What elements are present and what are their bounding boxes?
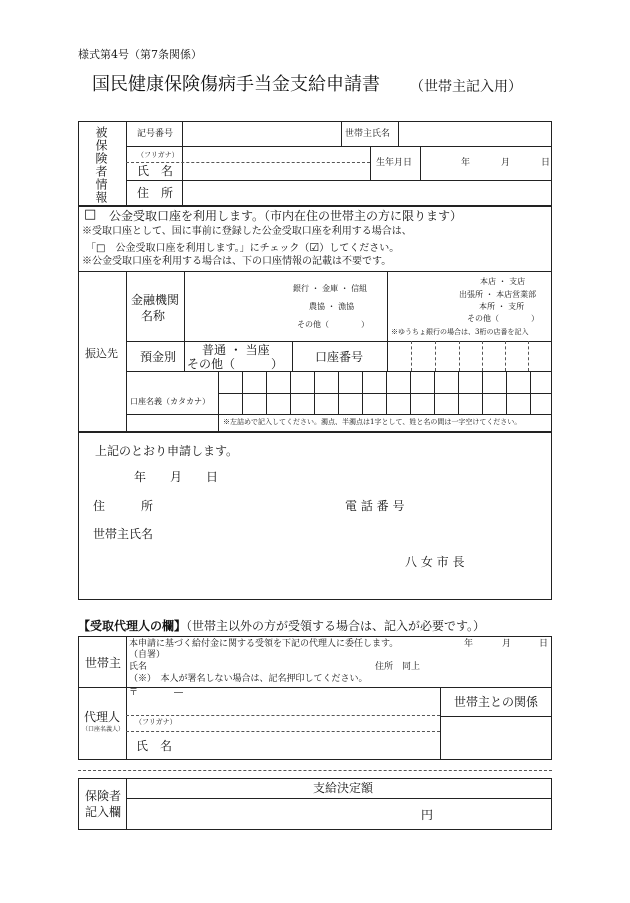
postal-mark: 〒 ―	[129, 688, 184, 698]
account-holder-note: ※左詰めで記入してください。濁点、半濁点は1字として、姓と名の間は一字空けてください。	[223, 418, 522, 426]
address-same-note: 住所 同上	[375, 662, 421, 672]
delegation-month-unit: 月	[502, 639, 512, 649]
birth-year-unit: 年	[461, 158, 471, 168]
proxy-name-field[interactable]	[185, 733, 438, 758]
signature-note: （自署）	[129, 650, 166, 660]
seal-note: （※） 本人が署名しない場合は、記名押印してください。	[129, 674, 368, 684]
branch-types-3: 本所 ・ 支所	[479, 302, 525, 311]
head-sign-name-label: 氏名	[129, 662, 148, 672]
institution-types-3: その他（ ）	[297, 320, 369, 329]
relation-field[interactable]	[442, 718, 550, 758]
head-name-field[interactable]	[400, 122, 550, 145]
insured-side-label: 被保険者情報	[94, 126, 108, 204]
institution-types-1: 銀行 ・ 金庫 ・ 信組	[293, 284, 368, 293]
applicant-phone-field[interactable]	[415, 496, 545, 516]
applicant-address-field[interactable]	[160, 496, 330, 516]
proxy-name-label: 氏 名	[136, 739, 173, 753]
addressee: 八 女 市 長	[405, 555, 465, 569]
birth-date-field[interactable]	[422, 147, 550, 179]
proxy-label: 代理人	[84, 710, 121, 724]
insured-address-label: 住 所	[137, 186, 174, 200]
application-month-unit: 月	[170, 470, 183, 484]
birth-month-unit: 月	[501, 158, 511, 168]
birth-label: 生年月日	[376, 158, 413, 168]
bank-side-label: 振込先	[85, 347, 118, 360]
deposit-type-label: 預金別	[140, 350, 177, 364]
form-title: 国民健康保険傷病手当金支給申請書	[92, 74, 380, 95]
public-account-checkbox[interactable]: □	[84, 207, 97, 222]
institution-name-field[interactable]	[186, 273, 286, 339]
delegation-year-unit: 年	[464, 639, 474, 649]
account-no-label: 口座番号	[315, 350, 364, 364]
applicant-address-label: 住 所	[93, 499, 154, 513]
delegation-day-unit: 日	[539, 639, 549, 649]
head-name-label: 世帯主氏名	[345, 129, 391, 139]
insured-address-field[interactable]	[184, 182, 550, 204]
account-holder-label: 口座名義（カタカナ）	[130, 397, 210, 406]
form-number: 様式第4号（第7条関係）	[78, 48, 202, 61]
insured-furigana-field[interactable]	[184, 147, 368, 161]
insurer-label-2: 記入欄	[85, 805, 122, 819]
decision-amount-field[interactable]	[128, 800, 418, 828]
relation-label: 世帯主との関係	[454, 695, 539, 709]
deposit-options-1[interactable]: 普通 ・ 当座	[202, 343, 270, 357]
form-title-suffix: （世帯主記入用）	[410, 79, 522, 95]
account-holder-field[interactable]	[220, 373, 550, 413]
head-sign-name-field[interactable]	[150, 660, 360, 673]
proxy-furigana-field[interactable]	[185, 716, 438, 730]
proxy-heading: 【受取代理人の欄】（世帯主以外の方が受領する場合は、記入が必要です。）	[78, 619, 486, 633]
birth-day-unit: 日	[541, 158, 551, 168]
cut-line	[78, 770, 552, 771]
public-account-note-3: ※公金受取口座を利用する場合は、下の口座情報の記載は不要です。	[82, 256, 392, 267]
public-account-note-2: 「□ 公金受取口座を利用します。」にチェック（☑）してください。	[86, 241, 400, 254]
symbol-no-field[interactable]	[184, 122, 339, 145]
yen-unit: 円	[421, 808, 434, 822]
proxy-furigana-label: （フリガナ）	[135, 718, 177, 726]
application-year-unit: 年	[134, 470, 147, 484]
delegation-text: 本申請に基づく給付金に関する受領を下記の代理人に委任します。	[129, 639, 399, 649]
applicant-head-name-field[interactable]	[160, 524, 360, 544]
branch-name-field[interactable]	[389, 273, 459, 325]
proxy-address-field[interactable]	[128, 700, 438, 712]
deposit-options-2[interactable]: その他（ ）	[187, 357, 284, 371]
insured-name-field[interactable]	[184, 163, 368, 179]
symbol-no-label: 記号番号	[137, 129, 174, 139]
public-account-statement: 公金受取口座を利用します。（市内在住の世帯主の方に限ります）	[109, 209, 463, 223]
applicant-phone-label: 電 話 番 号	[345, 499, 405, 513]
account-no-field[interactable]	[389, 343, 550, 369]
decision-amount-label: 支給決定額	[313, 781, 374, 795]
insured-name-label: 氏 名	[137, 164, 174, 178]
public-account-note-1: ※受取口座として、国に事前に登録した公金受取口座を利用する場合は、	[82, 226, 412, 237]
application-statement: 上記のとおり申請します。	[95, 444, 239, 458]
institution-label-1: 金融機関	[131, 293, 180, 307]
branch-types-4: その他（ ）	[467, 314, 539, 323]
branch-types-1: 本店 ・ 支店	[480, 277, 526, 286]
application-day-unit: 日	[206, 470, 219, 484]
institution-types-2: 農協 ・ 漁協	[309, 302, 355, 311]
proxy-head-label: 世帯主	[85, 656, 122, 670]
check-mark-icon: ☑	[309, 241, 320, 254]
branch-note: ※ゆうちょ銀行の場合は、3桁の店番を記入	[391, 328, 529, 336]
branch-types-2: 出張所 ・ 本店営業部	[459, 290, 537, 299]
applicant-head-name-label: 世帯主氏名	[93, 527, 154, 541]
institution-label-2: 名称	[141, 309, 166, 323]
insurer-label-1: 保険者	[85, 789, 122, 803]
furigana-label: （フリガナ）	[137, 151, 179, 159]
proxy-sub-label: （口座名義人）	[82, 726, 125, 733]
